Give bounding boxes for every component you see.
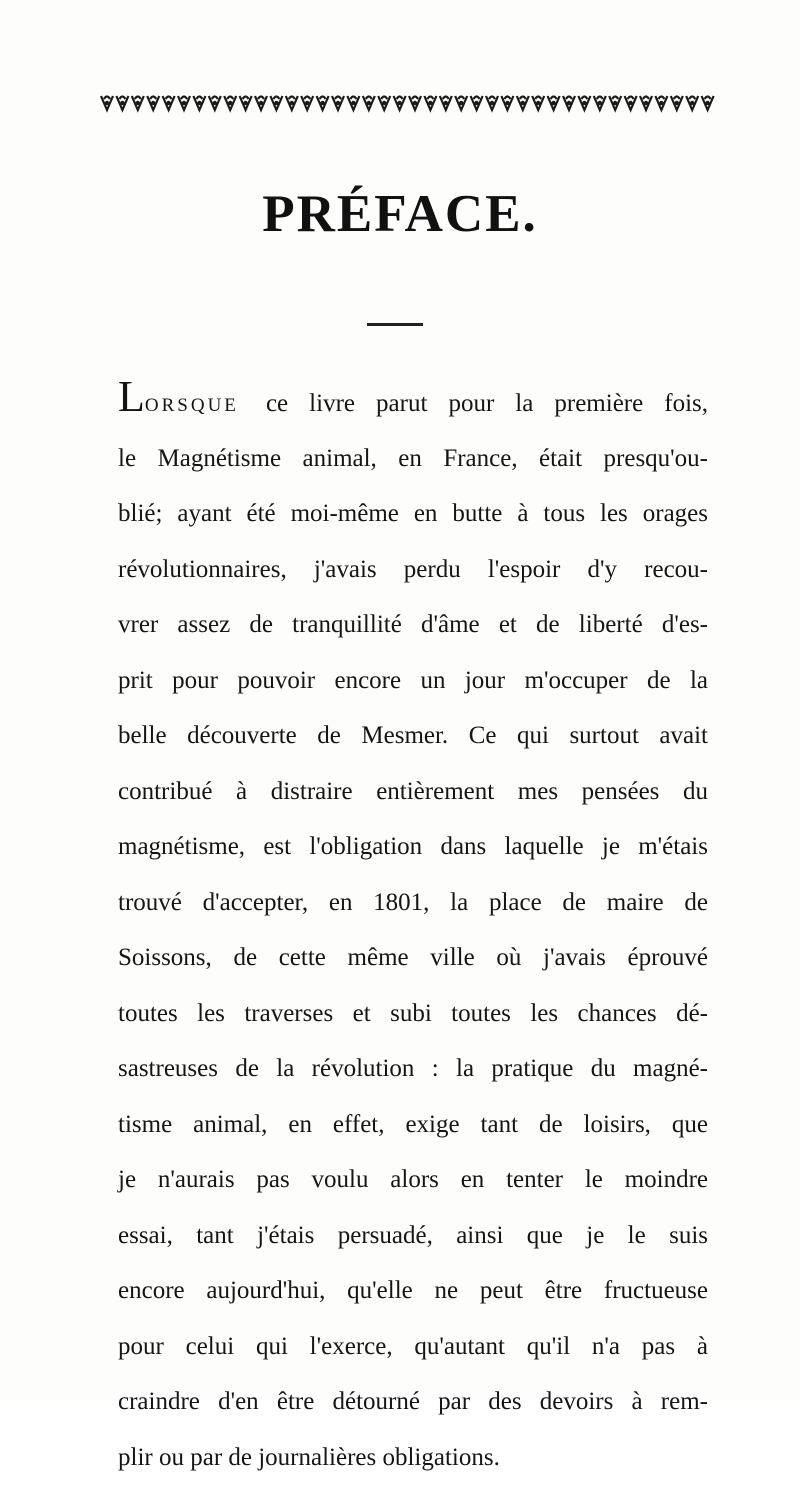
ornament-motif [625, 96, 637, 110]
text-line-1 [118, 375, 708, 431]
text-line: trouvé d'accepter, en 1801, la place de maire de [118, 875, 708, 931]
ornament-motif [655, 96, 667, 110]
text-line: magnétisme, est l'obligation dans laquelle je m'étais [118, 819, 708, 875]
text-line: blié; ayant été moi-même en butte à tous les orages [118, 486, 708, 542]
ornament-motif [686, 96, 698, 110]
text-line-content: ce livre parut pour la première fois, [266, 390, 708, 417]
text-line: encore aujourd'hui, qu'elle ne peut être fructueuse [118, 1263, 708, 1319]
text-line: vrer assez de tranquillité d'âme et de liberté d'es- [118, 597, 708, 653]
ornament-motif [378, 96, 390, 110]
text-line: belle découverte de Mesmer. Ce qui surtout avait [118, 708, 708, 764]
ornament-motif [301, 96, 313, 110]
text-line: prit pour pouvoir encore un jour m'occuper de la [118, 653, 708, 709]
ornament-motif [116, 96, 128, 110]
ornament-motif [332, 96, 344, 110]
ornament-motif [270, 96, 282, 110]
ornament-motif [501, 96, 513, 110]
page-title: PRÉFACE. [0, 188, 800, 241]
ornament-motif [455, 96, 467, 110]
text-line: Soissons, de cette même ville où j'avais éprouvé [118, 930, 708, 986]
ornament-motif [548, 96, 560, 110]
ornament-motif [671, 96, 683, 110]
text-line: plir ou par de journalières obligations. [118, 1430, 708, 1485]
ornament-motif [209, 96, 221, 110]
ornament-motif [224, 96, 236, 110]
small-caps-word: ORSQUE [145, 395, 239, 416]
ornament-motif [640, 96, 652, 110]
ornament-motif [347, 96, 359, 110]
ornament-motif [363, 96, 375, 110]
ornament-motif [486, 96, 498, 110]
ornament-motif [178, 96, 190, 110]
ornament-motif [440, 96, 452, 110]
text-line: le Magnétisme animal, en France, était presqu'ou- [118, 431, 708, 487]
ornament-motif [193, 96, 205, 110]
text-line: sastreuses de la révolution : la pratique du magné- [118, 1041, 708, 1097]
text-line: révolutionnaires, j'avais perdu l'espoir d'y recou- [118, 542, 708, 598]
ornament-motif [255, 96, 267, 110]
drop-cap-letter: L [118, 372, 145, 421]
text-line: craindre d'en être détourné par des devoirs à rem- [118, 1374, 708, 1430]
text-line: contribué à distraire entièrement mes pensées du [118, 764, 708, 820]
ornament-motif [286, 96, 298, 110]
ornament-motif [147, 96, 159, 110]
text-line: je n'aurais pas voulu alors en tenter le moindre [118, 1152, 708, 1208]
text-line: tisme animal, en effet, exige tant de loisirs, que [118, 1097, 708, 1153]
ornament-motif [317, 96, 329, 110]
ornament-motif [563, 96, 575, 110]
text-line: toutes les traverses et subi toutes les chances dé- [118, 986, 708, 1042]
ornament-motif [517, 96, 529, 110]
ornament-motif [163, 96, 175, 110]
text-line: essai, tant j'étais persuadé, ainsi que je le suis [118, 1208, 708, 1264]
ornament-motif [409, 96, 421, 110]
ornament-motif [609, 96, 621, 110]
ornament-motif [240, 96, 252, 110]
ornament-motif [424, 96, 436, 110]
ornament-motif [594, 96, 606, 110]
ornament-motif [532, 96, 544, 110]
ornament-motif [702, 96, 714, 110]
decorative-ornament-band [100, 92, 715, 114]
ornament-motif [132, 96, 144, 110]
text-line: pour celui qui l'exerce, qu'autant qu'il n'a pas à [118, 1319, 708, 1375]
ornament-motif [471, 96, 483, 110]
ornament-motif [394, 96, 406, 110]
ornament-motif [578, 96, 590, 110]
ornament-motif [101, 96, 113, 110]
preface-paragraph [118, 375, 708, 1485]
title-divider-rule [367, 323, 423, 326]
